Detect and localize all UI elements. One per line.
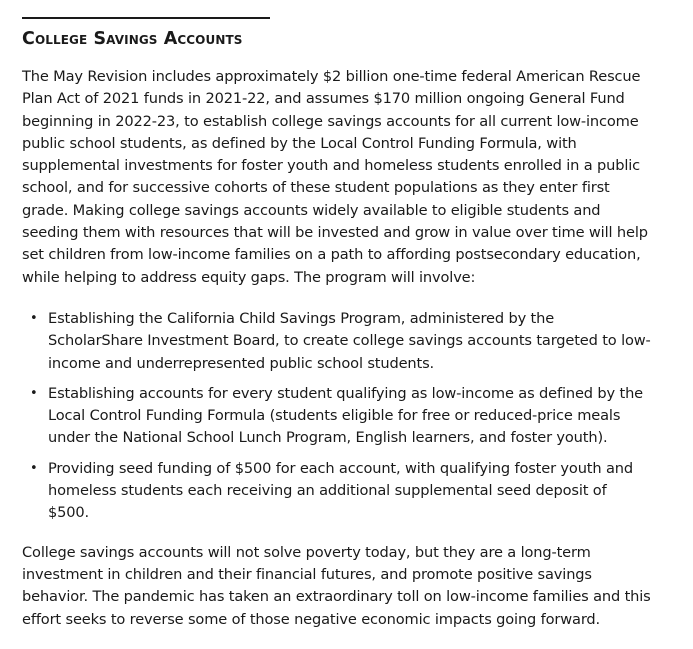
bullet-item [22,458,652,525]
bullet-text: Providing seed funding of $500 for each account, with qualifying foster youth and homeless students each receiving an additional supplemental seed deposit of $500. [48,459,633,522]
conclusion-paragraph: College savings accounts will not solve poverty today, but they are a long-term investment in children and their financial futures, and promote positive savings behavior. The pandemic has taken an extraordinary toll on low-income families and this effort seeks to reverse some of those negative economic impacts going forward. [22,543,651,628]
bullet-list [22,308,652,525]
bullet-text: Establishing accounts for every student qualifying as low-income as defined by the Local Control Funding Formula (students eligible for free or reduced-price meals under the National School Lunch Program, English learners, and foster youth). [48,384,643,447]
intro-paragraph: The May Revision includes approximately $2 billion one-time federal American Rescue Plan Act of 2021 funds in 2021-22, and assumes $170 million ongoing General Fund beginning in 2022-23, to establish college savings accounts for all current low-income public school students, as defined by the Local Control Funding Formula, with supplemental investments for foster youth and homeless students enrolled in a public school, and for successive cohorts of these student populations as they enter first grade. Making college savings accounts widely available to eligible students and seeding them with resources that will be invested and grow in value over time will help set children from low-income families on a path to affording postsecondary education, while helping to address equity gaps. The program will involve: [22,68,648,286]
document-page [22,17,652,631]
bullet-item [22,308,652,375]
bullet-text: Establishing the California Child Savings Program, administered by the ScholarShare Investment Board, to create college savings accounts targeted to low-income and underrepresented public school students. [48,309,651,372]
section-rule [22,17,270,19]
bullet-item [22,383,652,450]
bullet-icon: • [30,310,38,326]
bullet-icon: • [30,460,38,476]
bullet-icon: • [30,385,38,401]
section-title: College Savings Accounts [22,29,243,49]
